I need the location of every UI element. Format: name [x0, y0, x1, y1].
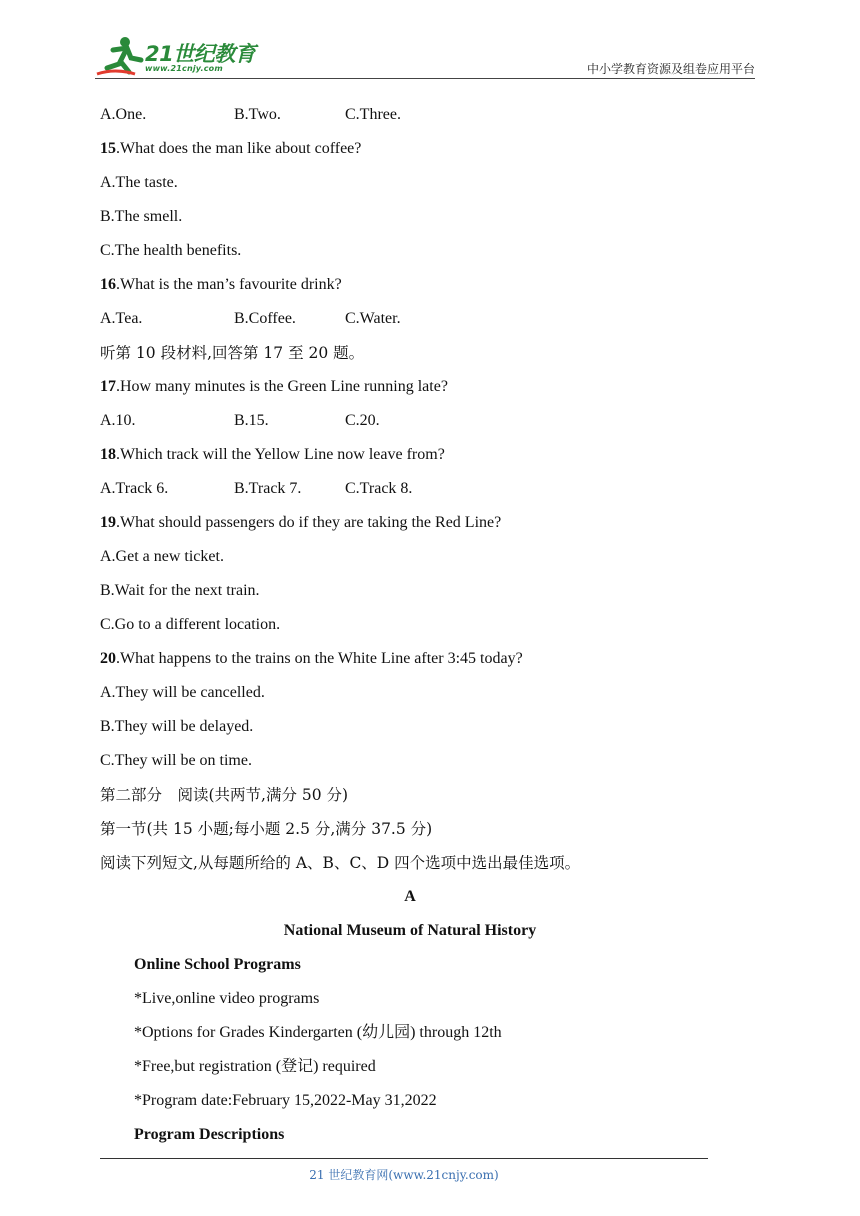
option-c: C.They will be on time. — [100, 752, 252, 769]
question-18 — [100, 442, 720, 476]
footer-link[interactable]: 21 世纪教育网(www.21cnjy.com) — [309, 1168, 499, 1182]
question-20 — [100, 646, 720, 680]
option-b: B.Coffee. — [234, 310, 296, 327]
q17-options — [100, 408, 720, 442]
option-c: C.Water. — [345, 310, 401, 327]
part-title: 第二部分 阅读(共两节,满分 50 分) — [100, 786, 349, 804]
footer-divider — [100, 1158, 708, 1159]
document-body — [100, 102, 720, 1156]
option-a: A.Get a new ticket. — [100, 548, 224, 565]
option-a: A.10. — [100, 412, 136, 429]
question-text: .What is the man’s favourite drink? — [116, 276, 342, 293]
question-text: .What happens to the trains on the White Line after 3:45 today? — [116, 650, 523, 667]
option-a: A.Track 6. — [100, 480, 169, 497]
question-text: .What should passengers do if they are taking the Red Line? — [116, 514, 502, 531]
runner-icon — [95, 34, 145, 78]
site-logo — [95, 34, 265, 78]
option-b: B.They will be delayed. — [100, 718, 254, 735]
bullet-item: *Free,but registration (登记) required — [134, 1058, 376, 1075]
option-b: B.Wait for the next train. — [100, 582, 260, 599]
reading-instruction: 阅读下列短文,从每题所给的 A、B、C、D 四个选项中选出最佳选项。 — [100, 854, 581, 872]
option-b: B.Track 7. — [234, 480, 302, 497]
question-number: 20 — [100, 650, 116, 667]
question-19 — [100, 510, 720, 544]
passage-title: National Museum of Natural History — [283, 922, 537, 939]
option-c: C.20. — [345, 412, 380, 429]
q18-options — [100, 476, 720, 510]
question-15 — [100, 136, 720, 170]
header-divider — [95, 78, 755, 79]
question-number: 19 — [100, 514, 116, 531]
section-heading: Program Descriptions — [134, 1126, 285, 1143]
header-tagline: 中小学教育资源及组卷应用平台 — [586, 62, 755, 76]
option-b: B.15. — [234, 412, 269, 429]
question-number: 16 — [100, 276, 116, 293]
option-b: B.The smell. — [100, 208, 183, 225]
q14-options — [100, 102, 720, 136]
question-text: .What does the man like about coffee? — [116, 140, 362, 157]
passage-letter: A — [404, 888, 416, 905]
option-a: A.The taste. — [100, 174, 178, 191]
option-b: B.Two. — [234, 106, 281, 123]
bullet-item: *Options for Grades Kindergarten (幼儿园) through 12th — [134, 1024, 502, 1041]
option-a: A.Tea. — [100, 310, 143, 327]
logo-url: www.21cnjy.com — [145, 64, 223, 73]
option-c: C.Go to a different location. — [100, 616, 281, 633]
option-c: C.The health benefits. — [100, 242, 242, 259]
option-a: A.One. — [100, 106, 147, 123]
section-title: 第一节(共 15 小题;每小题 2.5 分,满分 37.5 分) — [100, 820, 433, 838]
option-a: A.They will be cancelled. — [100, 684, 265, 701]
q16-options — [100, 306, 720, 340]
bullet-item: *Live,online video programs — [134, 990, 320, 1007]
question-16 — [100, 272, 720, 306]
page-header — [95, 34, 755, 78]
question-text: .Which track will the Yellow Line now leave from? — [116, 446, 445, 463]
question-17 — [100, 374, 720, 408]
logo-text: 21世纪教育 — [145, 42, 256, 66]
question-text: .How many minutes is the Green Line running late? — [116, 378, 448, 395]
section-instruction: 听第 10 段材料,回答第 17 至 20 题。 — [100, 344, 365, 362]
bullet-item: *Program date:February 15,2022-May 31,2022 — [134, 1092, 437, 1109]
question-number: 15 — [100, 140, 116, 157]
question-number: 18 — [100, 446, 116, 463]
passage-subtitle: Online School Programs — [134, 956, 301, 973]
option-c: C.Track 8. — [345, 480, 413, 497]
question-number: 17 — [100, 378, 116, 395]
option-c: C.Three. — [345, 106, 401, 123]
